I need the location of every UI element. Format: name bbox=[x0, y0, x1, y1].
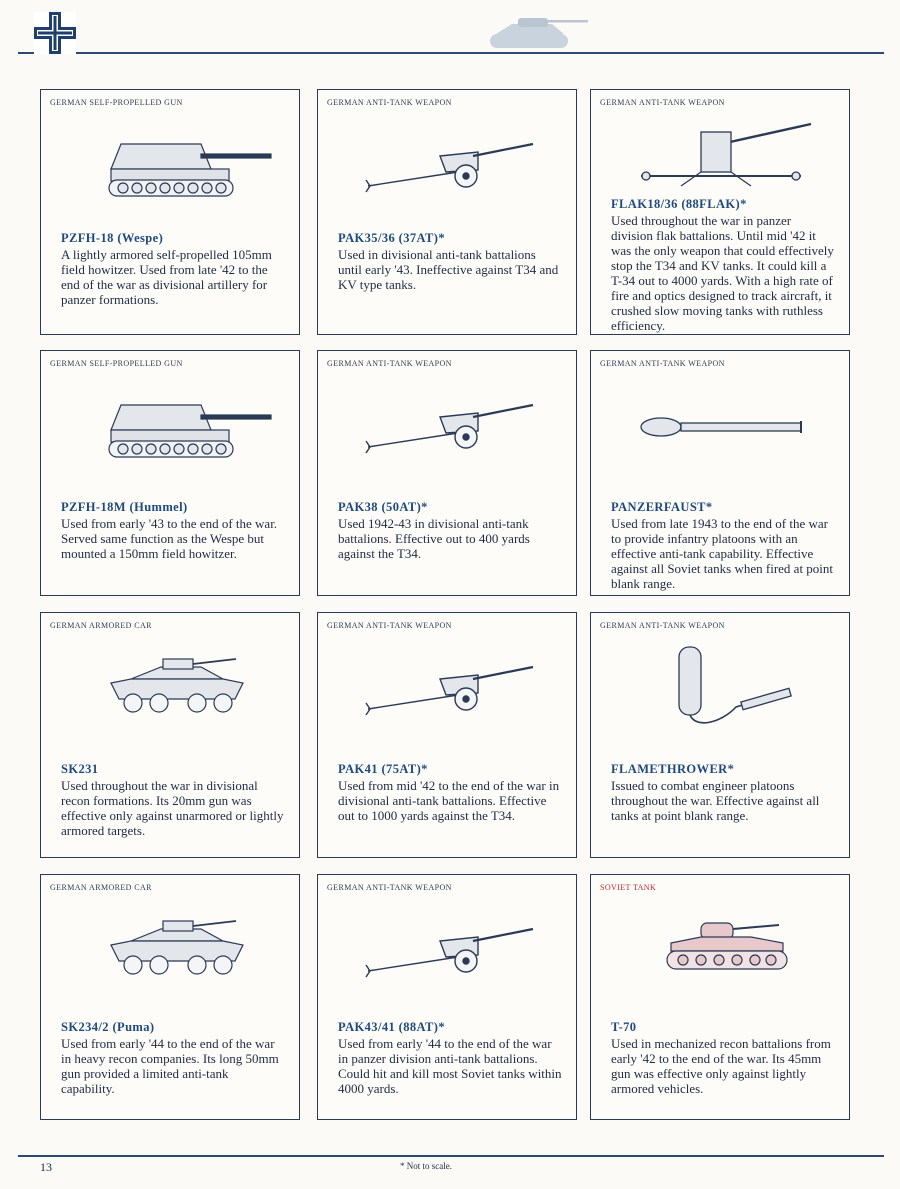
flamethrower-icon bbox=[601, 637, 841, 733]
card-description: Used in mechanized recon battalions from early '42 to the end of the war. Its 45mm gun was effective only against lightly armored vehicles. bbox=[611, 1036, 831, 1096]
weapon-card bbox=[40, 874, 300, 1120]
card-title: T-70 bbox=[611, 1020, 637, 1034]
card-category: GERMAN SELF-PROPELLED GUN bbox=[50, 98, 183, 107]
card-category: GERMAN ANTI-TANK WEAPON bbox=[327, 359, 452, 368]
card-text bbox=[338, 761, 562, 823]
card-category: GERMAN ANTI-TANK WEAPON bbox=[600, 98, 725, 107]
weapon-card bbox=[317, 350, 577, 596]
iron-cross-icon bbox=[34, 12, 76, 54]
weapon-card bbox=[40, 612, 300, 858]
card-category: GERMAN ANTI-TANK WEAPON bbox=[327, 621, 452, 630]
card-description: Used throughout the war in panzer division flak battalions. Until mid '42 it was the only weapon that could effectively stop the T34 and KV tanks. It could kill a T-34 out to 4000 yards. With a high rate of fire and optics designed to track aircraft, it crushed slow moving tanks with ruthless efficiency. bbox=[611, 213, 834, 333]
weapon-card bbox=[40, 350, 300, 596]
armored-car-icon bbox=[51, 637, 291, 733]
card-title: SK231 bbox=[61, 762, 99, 776]
weapon-card bbox=[317, 89, 577, 335]
card-text bbox=[338, 1019, 562, 1096]
card-category: GERMAN ANTI-TANK WEAPON bbox=[600, 621, 725, 630]
card-title: PANZERFAUST* bbox=[611, 500, 713, 514]
header-rule bbox=[18, 52, 884, 54]
weapon-card bbox=[590, 89, 850, 335]
card-description: Used from early '44 to the end of the war in panzer division anti-tank battalions. Could hit and kill most Soviet tanks within 4000 yards. bbox=[338, 1036, 562, 1096]
anti-tank-gun-icon bbox=[328, 114, 568, 210]
card-description: Used from late 1943 to the end of the war to provide infantry platoons with an effective anti-tank capability. Effective against all Soviet tanks when fired at point blank range. bbox=[611, 516, 834, 591]
weapon-card bbox=[590, 612, 850, 858]
card-title: PAK41 (75AT)* bbox=[338, 762, 428, 776]
card-title: PZFH-18M (Hummel) bbox=[61, 500, 188, 514]
weapon-card bbox=[590, 350, 850, 596]
card-category: GERMAN ANTI-TANK WEAPON bbox=[327, 98, 452, 107]
anti-tank-gun-icon bbox=[328, 637, 568, 733]
card-title: PAK35/36 (37AT)* bbox=[338, 231, 445, 245]
self-propelled-gun-icon bbox=[51, 114, 291, 210]
card-description: Used from mid '42 to the end of the war in divisional anti-tank battalions. Effective out to 1000 yards against the T34. bbox=[338, 778, 560, 823]
card-category: GERMAN SELF-PROPELLED GUN bbox=[50, 359, 183, 368]
card-text bbox=[61, 1019, 285, 1096]
card-category: GERMAN ANTI-TANK WEAPON bbox=[600, 359, 725, 368]
card-description: Used 1942-43 in divisional anti-tank battalions. Effective out to 400 yards against the T34. bbox=[338, 516, 530, 561]
card-title: FLAMETHROWER* bbox=[611, 762, 735, 776]
card-description: A lightly armored self-propelled 105mm field howitzer. Used from late '42 to the end of the war as divisional artillery for panzer formations. bbox=[61, 247, 272, 307]
armored-car-icon bbox=[51, 899, 291, 995]
card-title: PZFH-18 (Wespe) bbox=[61, 231, 164, 245]
card-text bbox=[61, 761, 285, 838]
card-category: GERMAN ARMORED CAR bbox=[50, 621, 152, 630]
weapon-card bbox=[317, 874, 577, 1120]
anti-tank-gun-icon bbox=[328, 375, 568, 471]
weapon-card bbox=[590, 874, 850, 1120]
panzerfaust-icon bbox=[601, 375, 841, 471]
card-text bbox=[338, 230, 562, 292]
footnote: * Not to scale. bbox=[400, 1161, 452, 1171]
soviet-tank-icon bbox=[601, 899, 841, 995]
card-text bbox=[338, 499, 562, 561]
card-description: Issued to combat engineer platoons throughout the war. Effective against all tanks at point blank range. bbox=[611, 778, 820, 823]
card-category: SOVIET TANK bbox=[600, 883, 657, 892]
card-text bbox=[61, 499, 285, 561]
weapon-card bbox=[40, 89, 300, 335]
self-propelled-gun-icon bbox=[51, 375, 291, 471]
card-text bbox=[61, 230, 285, 307]
card-description: Used from early '44 to the end of the war in heavy recon companies. Its long 50mm gun provided a limited anti-tank capability. bbox=[61, 1036, 279, 1096]
card-title: FLAK18/36 (88FLAK)* bbox=[611, 197, 747, 211]
card-text bbox=[611, 761, 835, 823]
card-description: Used from early '43 to the end of the war. Served same function as the Wespe but mounted a 150mm field howitzer. bbox=[61, 516, 278, 561]
card-category: GERMAN ANTI-TANK WEAPON bbox=[327, 883, 452, 892]
tank-silhouette-icon bbox=[482, 14, 590, 52]
card-text bbox=[611, 196, 835, 333]
card-category: GERMAN ARMORED CAR bbox=[50, 883, 152, 892]
page-number: 13 bbox=[40, 1160, 52, 1174]
weapon-card bbox=[317, 612, 577, 858]
card-description: Used in divisional anti-tank battalions until early '43. Ineffective against T34 and KV type tanks. bbox=[338, 247, 559, 292]
footer-rule bbox=[18, 1155, 884, 1157]
card-text bbox=[611, 499, 835, 591]
card-title: PAK38 (50AT)* bbox=[338, 500, 428, 514]
card-description: Used throughout the war in divisional recon formations. Its 20mm gun was effective only against unarmored or lightly armored targets. bbox=[61, 778, 284, 838]
card-title: SK234/2 (Puma) bbox=[61, 1020, 155, 1034]
card-title: PAK43/41 (88AT)* bbox=[338, 1020, 445, 1034]
anti-tank-gun-icon bbox=[328, 899, 568, 995]
card-text bbox=[611, 1019, 835, 1096]
